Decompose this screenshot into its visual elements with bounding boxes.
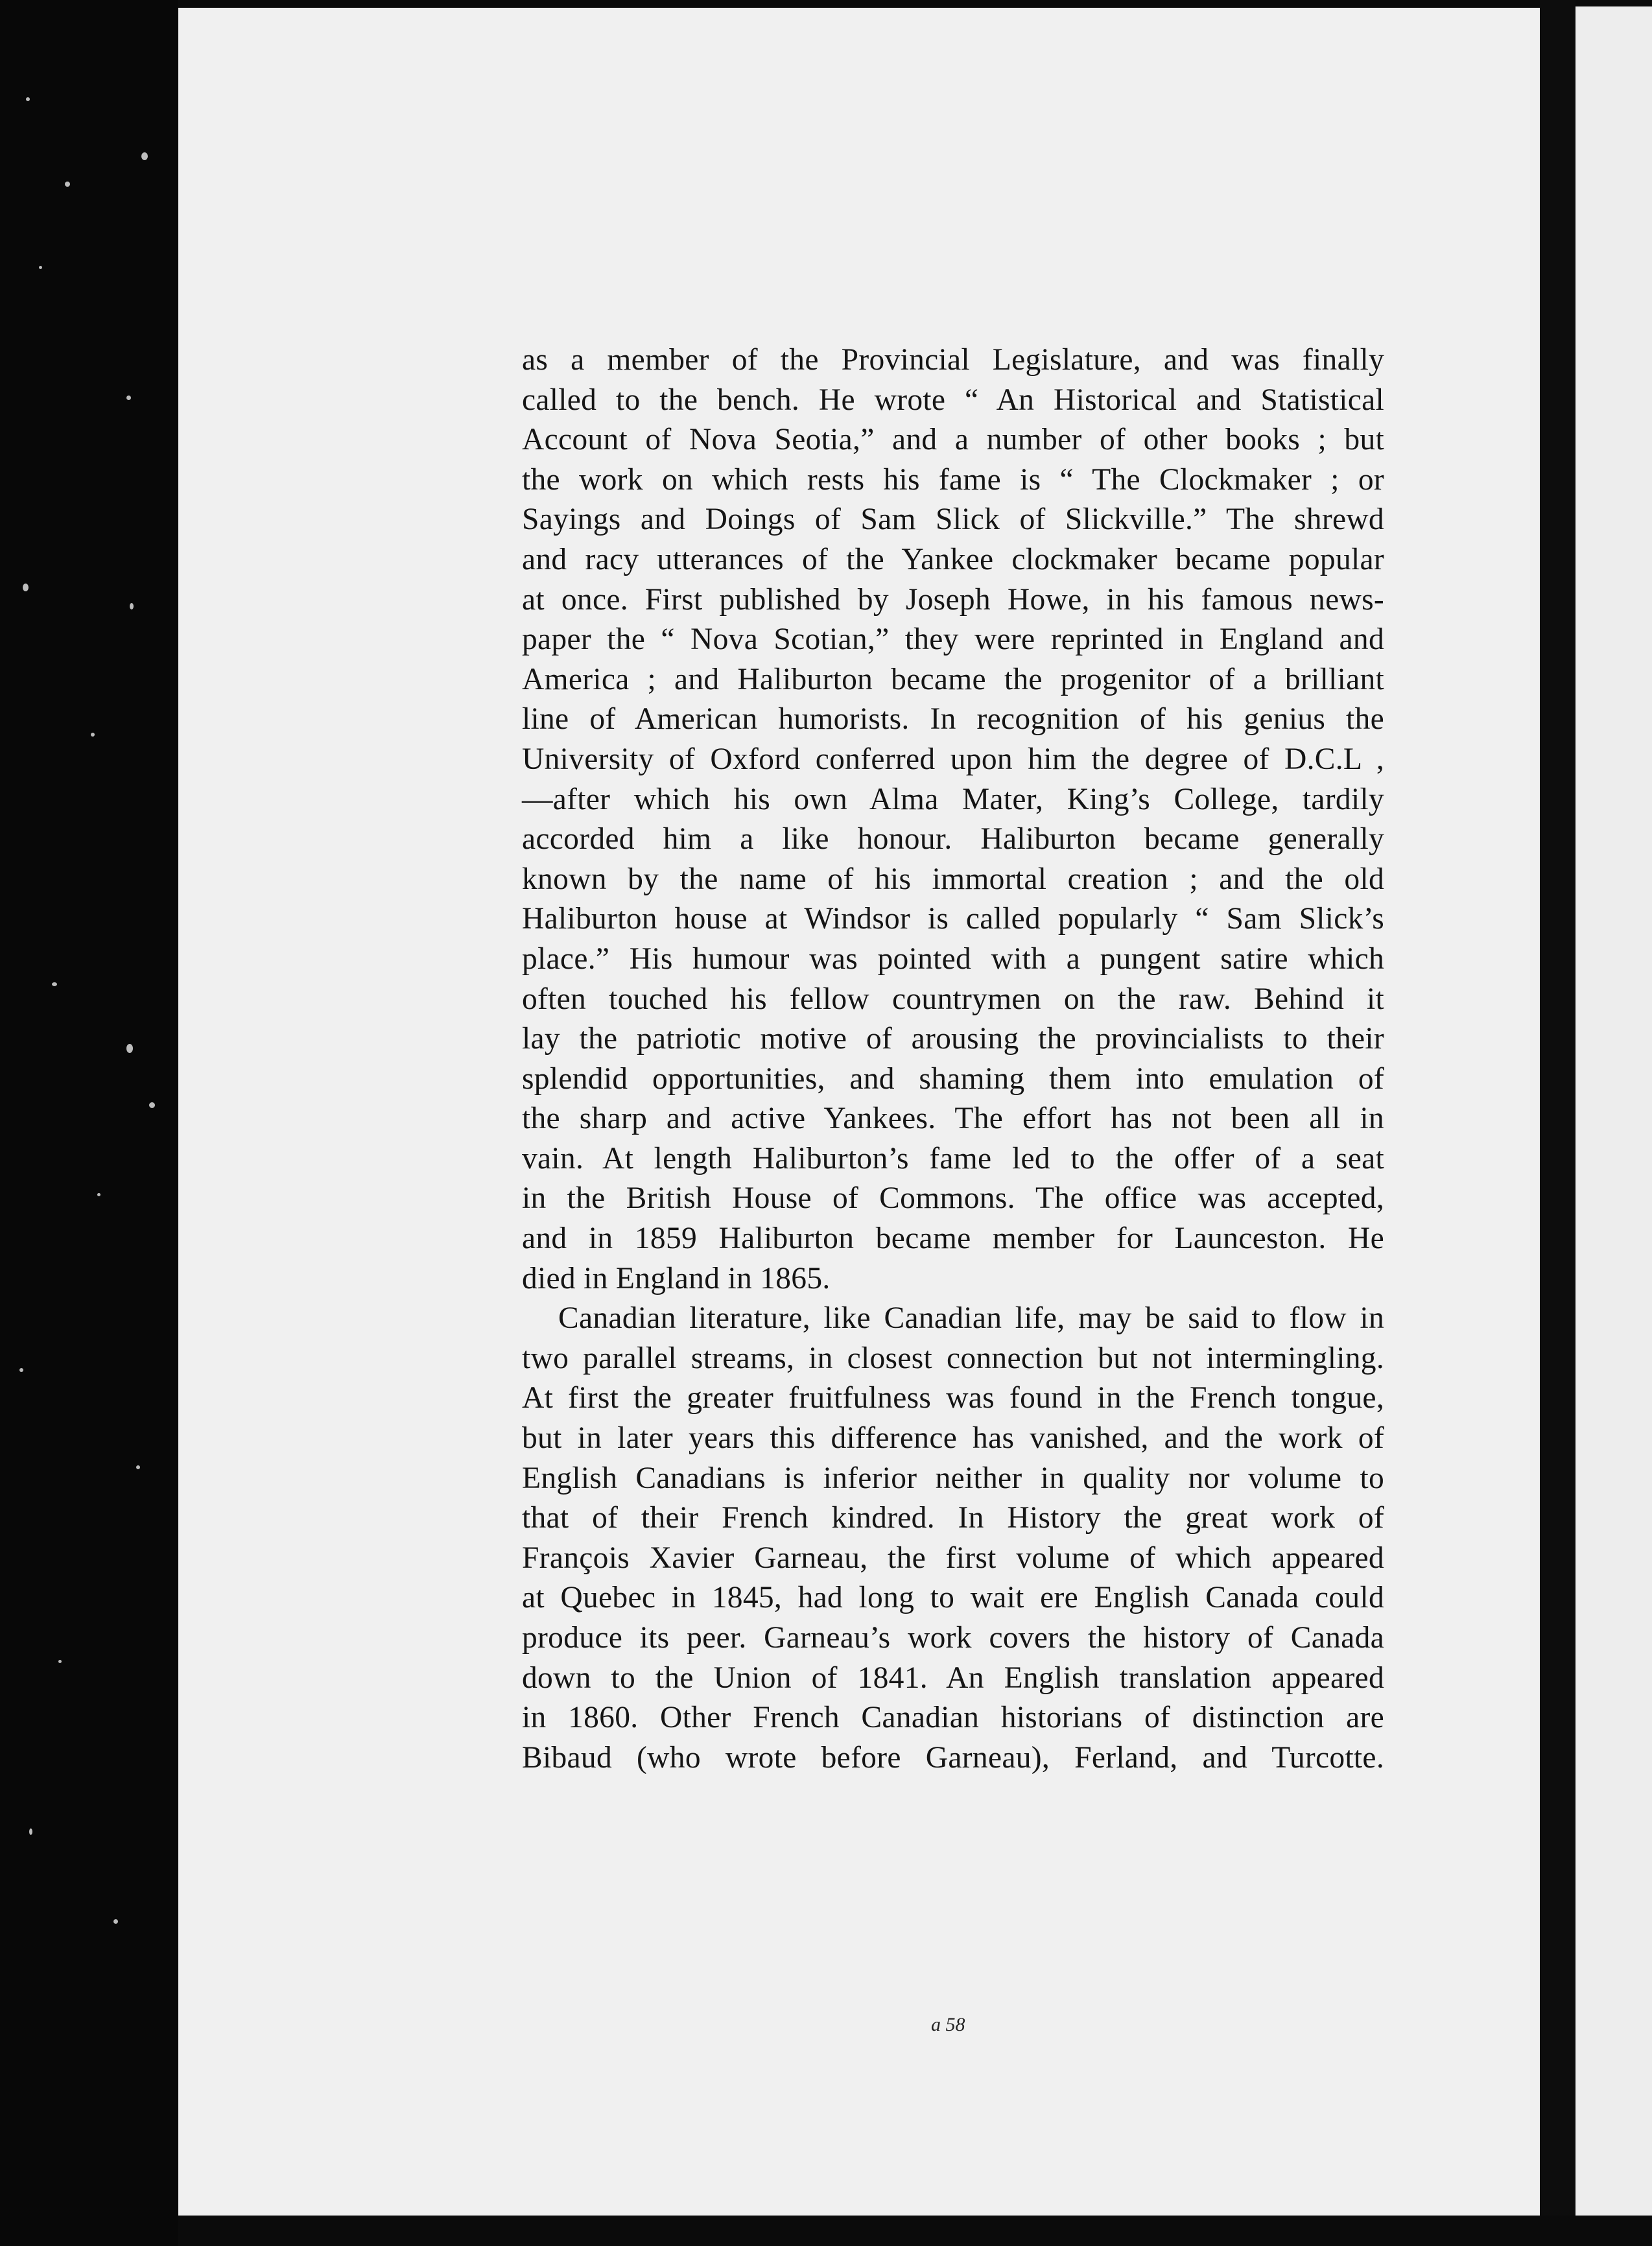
text-line: place.” His humour was pointed with a pungent satire which [522, 941, 1384, 976]
text-line: Account of Nova Seotia,” and a number of other books ; but [522, 423, 1384, 457]
text-line: splendid opportunities, and shaming them into emulation of [522, 1061, 1384, 1096]
scan-speck [141, 152, 148, 160]
scan-speck [130, 603, 134, 609]
text-line: called to the bench. He wrote “ An Historical and Statistical [522, 383, 1384, 417]
text-line: at Quebec in 1845, had long to wait ere English Canada could [522, 1581, 1384, 1615]
text-line: in the British House of Commons. The office was accepted, [522, 1181, 1384, 1216]
text-line: François Xavier Garneau, the first volume of which appeared [522, 1541, 1384, 1575]
scan-speck [91, 733, 95, 737]
text-line: down to the Union of 1841. An English translation appeared [522, 1661, 1384, 1695]
text-line: accorded him a like honour. Haliburton became generally [522, 822, 1384, 857]
scan-speck [149, 1102, 155, 1108]
text-line: University of Oxford conferred upon him the degree of D.C.L , [522, 742, 1384, 776]
text-line: line of American humorists. In recognition of his genius the [522, 702, 1384, 737]
scan-speck [65, 182, 70, 187]
text-line: that of their French kindred. In History the great work of [522, 1501, 1384, 1535]
text-line: known by the name of his immortal creation ; and the old [522, 862, 1384, 896]
scan-speck [52, 982, 57, 986]
text-line: Sayings and Doings of Sam Slick of Slickville.” The shrewd [522, 502, 1384, 537]
scan-border-left [0, 0, 178, 2246]
scan-speck [19, 1368, 23, 1372]
scan-speck [113, 1919, 118, 1924]
text-line: two parallel streams, in closest connection but not intermingling. [522, 1341, 1384, 1375]
scan-speck [39, 266, 42, 269]
scan-speck [29, 1828, 32, 1835]
text-line: America ; and Haliburton became the progenitor of a brilliant [522, 662, 1384, 696]
text-line: as a member of the Provincial Legislature, and was finally [522, 343, 1384, 377]
text-line: often touched his fellow countrymen on the raw. Behind it [522, 982, 1384, 1016]
text-line: at once. First published by Joseph Howe, in his famous news- [522, 582, 1384, 617]
page-gutter [1540, 0, 1575, 2246]
scan-border-bottom [178, 2216, 1652, 2246]
text-line: but in later years this difference has vanished, and the work of [522, 1421, 1384, 1456]
text-line: produce its peer. Garneau’s work covers the history of Canada [522, 1621, 1384, 1655]
text-line: in 1860. Other French Canadian historians of distinction are [522, 1701, 1384, 1735]
scan-speck [26, 97, 30, 101]
text-line: lay the patriotic motive of arousing the provincialists to their [522, 1022, 1384, 1056]
text-line: died in England in 1865. [522, 1261, 831, 1295]
text-line: and in 1859 Haliburton became member for Launceston. He [522, 1222, 1384, 1256]
text-line: Haliburton house at Windsor is called popularly “ Sam Slick’s [522, 902, 1384, 936]
scan-speck [58, 1660, 62, 1663]
text-line: At first the greater fruitfulness was found in the French tongue, [522, 1381, 1384, 1415]
text-line: and racy utterances of the Yankee clockmaker became popular [522, 542, 1384, 576]
text-line: Bibaud (who wrote before Garneau), Ferland, and Turcotte. [522, 1740, 1384, 1775]
text-line: vain. At length Haliburton’s fame led to the offer of a seat [522, 1141, 1384, 1176]
scan-speck [23, 584, 29, 591]
scan-speck [126, 396, 131, 400]
scan-speck [97, 1193, 100, 1196]
facing-page-edge [1575, 6, 1652, 2221]
text-line: —after which his own Alma Mater, King’s College, tardily [522, 782, 1384, 816]
scan-speck [136, 1465, 140, 1469]
page-number: a 58 [931, 2014, 965, 2035]
text-line: paper the “ Nova Scotian,” they were reprinted in England and [522, 622, 1384, 657]
paragraph-first-line: Canadian literature, like Canadian life, may be said to flow in [558, 1301, 1384, 1336]
text-line: the work on which rests his fame is “ The Clockmaker ; or [522, 462, 1384, 497]
scan-speck [126, 1044, 133, 1053]
body-text [522, 340, 1384, 1778]
text-line: English Canadians is inferior neither in quality nor volume to [522, 1461, 1384, 1495]
text-line: the sharp and active Yankees. The effort has not been all in [522, 1102, 1384, 1136]
